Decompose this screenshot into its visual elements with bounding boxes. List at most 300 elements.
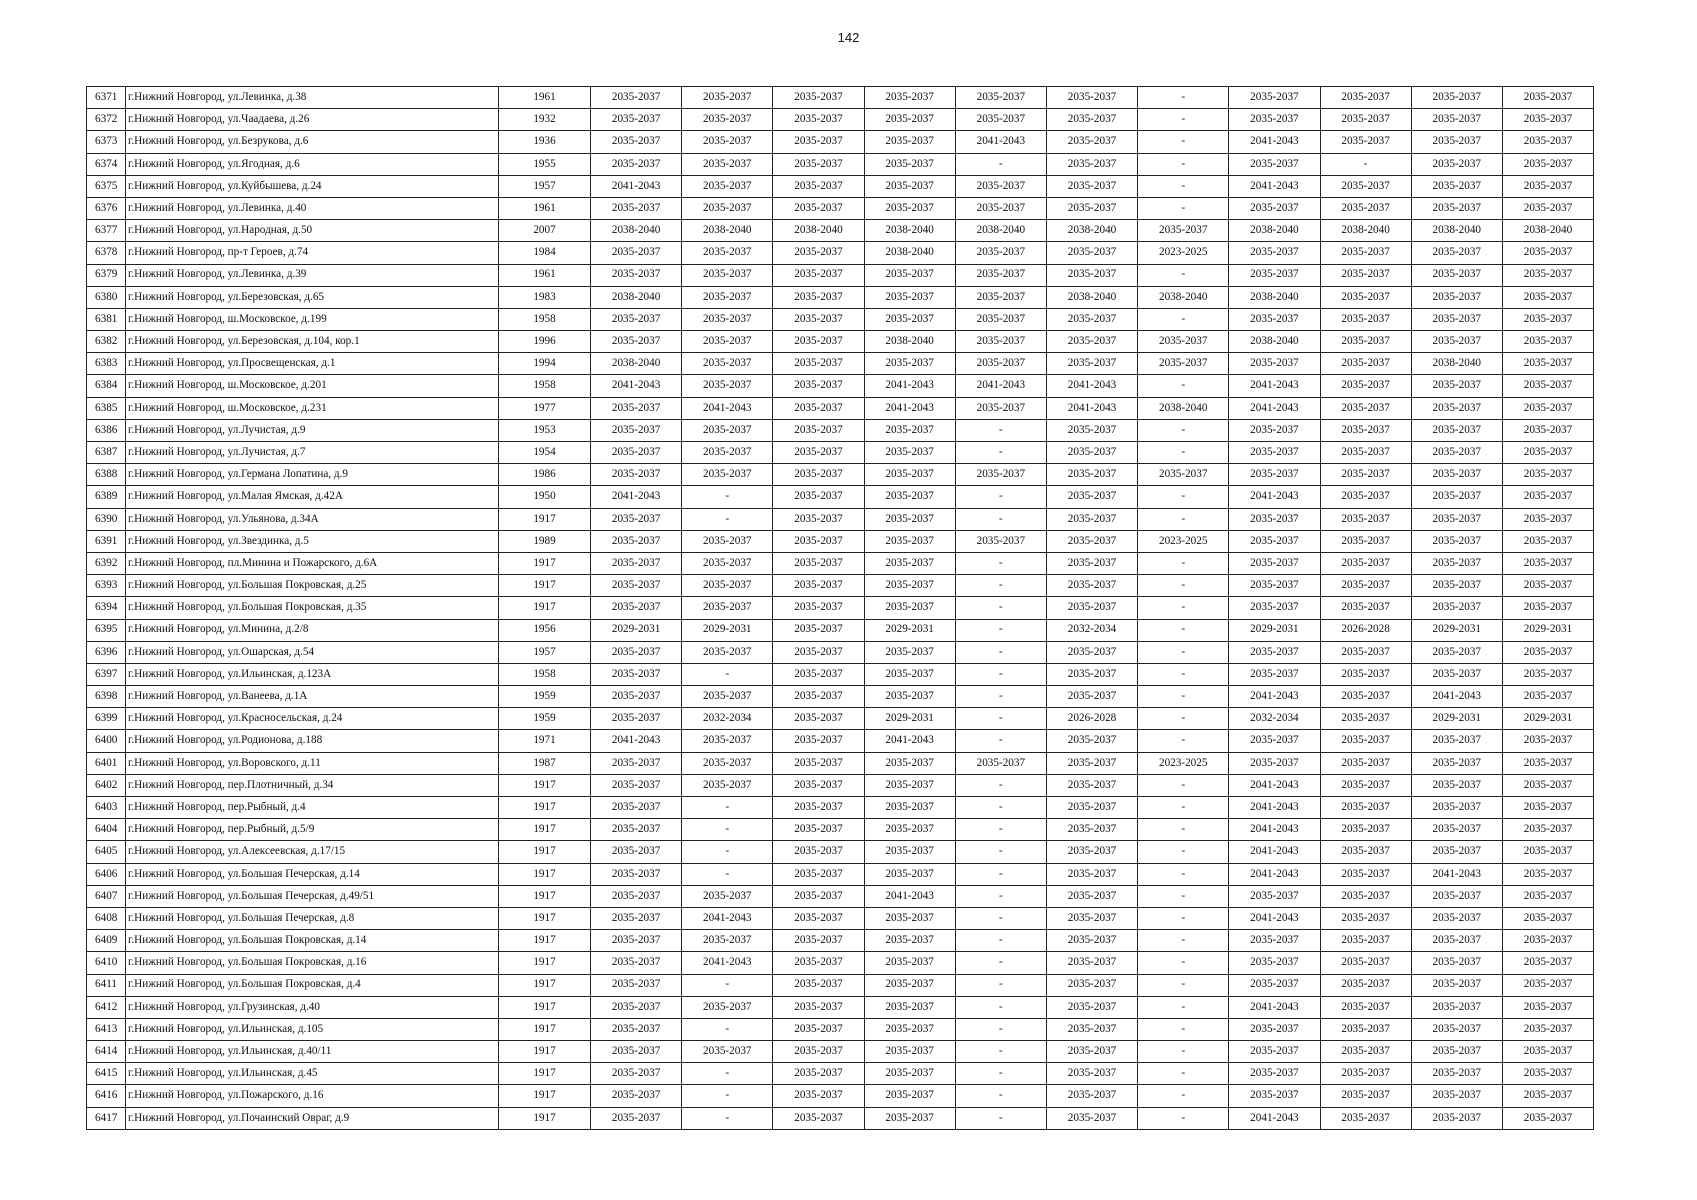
term-5-cell: - bbox=[955, 1107, 1046, 1129]
address-cell: г.Нижний Новгород, ул.Чаадаева, д.26 bbox=[126, 109, 499, 131]
term-6-cell: 2035-2037 bbox=[1046, 996, 1137, 1018]
address-cell: г.Нижний Новгород, ул.Ильинская, д.45 bbox=[126, 1063, 499, 1085]
term-5-cell: 2035-2037 bbox=[955, 308, 1046, 330]
term-3-cell: 2035-2037 bbox=[773, 619, 864, 641]
term-3-cell: 2035-2037 bbox=[773, 353, 864, 375]
term-5-cell: - bbox=[955, 885, 1046, 907]
term-9-cell: 2026-2028 bbox=[1320, 619, 1411, 641]
term-6-cell: 2035-2037 bbox=[1046, 885, 1137, 907]
term-1-cell: 2035-2037 bbox=[591, 575, 682, 597]
term-3-cell: 2035-2037 bbox=[773, 1063, 864, 1085]
construction-year-cell: 1955 bbox=[499, 153, 591, 175]
term-4-cell: 2035-2037 bbox=[864, 819, 955, 841]
term-4-cell: 2035-2037 bbox=[864, 264, 955, 286]
term-4-cell: 2035-2037 bbox=[864, 686, 955, 708]
term-10-cell: 2035-2037 bbox=[1411, 1041, 1502, 1063]
term-6-cell: 2035-2037 bbox=[1046, 752, 1137, 774]
term-7-cell: - bbox=[1138, 264, 1229, 286]
term-2-cell: 2035-2037 bbox=[682, 242, 773, 264]
term-3-cell: 2035-2037 bbox=[773, 397, 864, 419]
term-8-cell: 2035-2037 bbox=[1229, 442, 1320, 464]
construction-year-cell: 1917 bbox=[499, 996, 591, 1018]
term-1-cell: 2035-2037 bbox=[591, 996, 682, 1018]
term-3-cell: 2035-2037 bbox=[773, 197, 864, 219]
term-4-cell: 2035-2037 bbox=[864, 752, 955, 774]
row-number-cell: 6411 bbox=[87, 974, 126, 996]
term-7-cell: - bbox=[1138, 575, 1229, 597]
term-5-cell: 2035-2037 bbox=[955, 353, 1046, 375]
term-3-cell: 2035-2037 bbox=[773, 153, 864, 175]
term-3-cell: 2035-2037 bbox=[773, 464, 864, 486]
term-3-cell: 2035-2037 bbox=[773, 686, 864, 708]
term-8-cell: 2035-2037 bbox=[1229, 353, 1320, 375]
table-row bbox=[87, 641, 1594, 663]
term-8-cell: 2035-2037 bbox=[1229, 1085, 1320, 1107]
term-5-cell: - bbox=[955, 797, 1046, 819]
term-8-cell: 2035-2037 bbox=[1229, 1018, 1320, 1040]
term-1-cell: 2038-2040 bbox=[591, 353, 682, 375]
term-3-cell: 2035-2037 bbox=[773, 797, 864, 819]
term-3-cell: 2035-2037 bbox=[773, 1041, 864, 1063]
term-9-cell: 2035-2037 bbox=[1320, 375, 1411, 397]
term-1-cell: 2035-2037 bbox=[591, 419, 682, 441]
term-8-cell: 2041-2043 bbox=[1229, 486, 1320, 508]
table-row bbox=[87, 419, 1594, 441]
row-number-cell: 6389 bbox=[87, 486, 126, 508]
term-9-cell: 2035-2037 bbox=[1320, 974, 1411, 996]
construction-year-cell: 1957 bbox=[499, 641, 591, 663]
term-1-cell: 2035-2037 bbox=[591, 442, 682, 464]
term-4-cell: 2041-2043 bbox=[864, 375, 955, 397]
term-1-cell: 2035-2037 bbox=[591, 974, 682, 996]
term-5-cell: 2035-2037 bbox=[955, 109, 1046, 131]
address-cell: г.Нижний Новгород, пер.Рыбный, д.5/9 bbox=[126, 819, 499, 841]
term-8-cell: 2041-2043 bbox=[1229, 996, 1320, 1018]
term-2-cell: 2032-2034 bbox=[682, 708, 773, 730]
term-9-cell: 2035-2037 bbox=[1320, 87, 1411, 109]
term-2-cell: 2035-2037 bbox=[682, 597, 773, 619]
term-10-cell: 2035-2037 bbox=[1411, 797, 1502, 819]
term-2-cell: 2035-2037 bbox=[682, 419, 773, 441]
address-cell: г.Нижний Новгород, ш.Московское, д.199 bbox=[126, 308, 499, 330]
term-8-cell: 2035-2037 bbox=[1229, 153, 1320, 175]
term-1-cell: 2041-2043 bbox=[591, 175, 682, 197]
row-number-cell: 6386 bbox=[87, 419, 126, 441]
term-9-cell: 2038-2040 bbox=[1320, 220, 1411, 242]
table-row bbox=[87, 397, 1594, 419]
table-row bbox=[87, 331, 1594, 353]
term-11-cell: 2035-2037 bbox=[1502, 885, 1593, 907]
construction-year-cell: 1953 bbox=[499, 419, 591, 441]
term-11-cell: 2035-2037 bbox=[1502, 175, 1593, 197]
term-6-cell: 2035-2037 bbox=[1046, 819, 1137, 841]
term-9-cell: 2035-2037 bbox=[1320, 419, 1411, 441]
term-7-cell: - bbox=[1138, 419, 1229, 441]
term-6-cell: 2035-2037 bbox=[1046, 109, 1137, 131]
term-1-cell: 2035-2037 bbox=[591, 663, 682, 685]
term-9-cell: 2035-2037 bbox=[1320, 819, 1411, 841]
term-4-cell: 2029-2031 bbox=[864, 619, 955, 641]
construction-year-cell: 1917 bbox=[499, 1041, 591, 1063]
term-2-cell: 2035-2037 bbox=[682, 686, 773, 708]
term-3-cell: 2035-2037 bbox=[773, 286, 864, 308]
term-10-cell: 2035-2037 bbox=[1411, 841, 1502, 863]
term-4-cell: 2035-2037 bbox=[864, 1107, 955, 1129]
term-5-cell: - bbox=[955, 1063, 1046, 1085]
table-row bbox=[87, 464, 1594, 486]
term-11-cell: 2035-2037 bbox=[1502, 1063, 1593, 1085]
address-cell: г.Нижний Новгород, ул.Германа Лопатина, д.9 bbox=[126, 464, 499, 486]
term-9-cell: 2035-2037 bbox=[1320, 641, 1411, 663]
term-1-cell: 2035-2037 bbox=[591, 508, 682, 530]
term-4-cell: 2035-2037 bbox=[864, 996, 955, 1018]
row-number-cell: 6374 bbox=[87, 153, 126, 175]
term-3-cell: 2038-2040 bbox=[773, 220, 864, 242]
term-10-cell: 2041-2043 bbox=[1411, 863, 1502, 885]
term-9-cell: 2035-2037 bbox=[1320, 197, 1411, 219]
term-4-cell: 2038-2040 bbox=[864, 242, 955, 264]
construction-year-cell: 1994 bbox=[499, 353, 591, 375]
term-4-cell: 2035-2037 bbox=[864, 575, 955, 597]
term-6-cell: 2035-2037 bbox=[1046, 242, 1137, 264]
construction-year-cell: 1917 bbox=[499, 907, 591, 929]
address-cell: г.Нижний Новгород, ул.Лучистая, д.7 bbox=[126, 442, 499, 464]
term-6-cell: 2035-2037 bbox=[1046, 508, 1137, 530]
term-10-cell: 2035-2037 bbox=[1411, 575, 1502, 597]
row-number-cell: 6381 bbox=[87, 308, 126, 330]
table-row bbox=[87, 996, 1594, 1018]
term-7-cell: - bbox=[1138, 175, 1229, 197]
term-9-cell: 2035-2037 bbox=[1320, 730, 1411, 752]
term-7-cell: - bbox=[1138, 597, 1229, 619]
term-7-cell: - bbox=[1138, 131, 1229, 153]
term-2-cell: 2035-2037 bbox=[682, 109, 773, 131]
term-10-cell: 2038-2040 bbox=[1411, 220, 1502, 242]
term-9-cell: 2035-2037 bbox=[1320, 1041, 1411, 1063]
address-cell: г.Нижний Новгород, ул.Пожарского, д.16 bbox=[126, 1085, 499, 1107]
term-7-cell: - bbox=[1138, 996, 1229, 1018]
address-cell: г.Нижний Новгород, ул.Большая Покровская, д.35 bbox=[126, 597, 499, 619]
term-9-cell: 2035-2037 bbox=[1320, 686, 1411, 708]
term-5-cell: 2035-2037 bbox=[955, 397, 1046, 419]
term-1-cell: 2035-2037 bbox=[591, 597, 682, 619]
term-10-cell: 2035-2037 bbox=[1411, 486, 1502, 508]
term-1-cell: 2035-2037 bbox=[591, 331, 682, 353]
term-6-cell: 2041-2043 bbox=[1046, 375, 1137, 397]
term-9-cell: - bbox=[1320, 153, 1411, 175]
term-3-cell: 2035-2037 bbox=[773, 442, 864, 464]
term-2-cell: 2035-2037 bbox=[682, 930, 773, 952]
term-5-cell: 2035-2037 bbox=[955, 752, 1046, 774]
term-5-cell: - bbox=[955, 907, 1046, 929]
term-2-cell: 2041-2043 bbox=[682, 397, 773, 419]
term-7-cell: - bbox=[1138, 863, 1229, 885]
construction-year-cell: 1932 bbox=[499, 109, 591, 131]
term-8-cell: 2035-2037 bbox=[1229, 419, 1320, 441]
term-7-cell: - bbox=[1138, 708, 1229, 730]
term-6-cell: 2035-2037 bbox=[1046, 797, 1137, 819]
term-1-cell: 2035-2037 bbox=[591, 752, 682, 774]
term-5-cell: - bbox=[955, 153, 1046, 175]
term-5-cell: 2035-2037 bbox=[955, 87, 1046, 109]
term-10-cell: 2035-2037 bbox=[1411, 197, 1502, 219]
term-7-cell: - bbox=[1138, 87, 1229, 109]
address-cell: г.Нижний Новгород, ул.Ошарская, д.54 bbox=[126, 641, 499, 663]
term-2-cell: 2035-2037 bbox=[682, 175, 773, 197]
construction-year-cell: 1959 bbox=[499, 708, 591, 730]
construction-year-cell: 1983 bbox=[499, 286, 591, 308]
term-10-cell: 2035-2037 bbox=[1411, 109, 1502, 131]
term-10-cell: 2029-2031 bbox=[1411, 619, 1502, 641]
term-9-cell: 2035-2037 bbox=[1320, 442, 1411, 464]
term-9-cell: 2035-2037 bbox=[1320, 597, 1411, 619]
term-8-cell: 2041-2043 bbox=[1229, 907, 1320, 929]
term-5-cell: 2041-2043 bbox=[955, 131, 1046, 153]
construction-year-cell: 1959 bbox=[499, 686, 591, 708]
term-1-cell: 2035-2037 bbox=[591, 797, 682, 819]
table-row bbox=[87, 175, 1594, 197]
term-10-cell: 2038-2040 bbox=[1411, 353, 1502, 375]
row-number-cell: 6416 bbox=[87, 1085, 126, 1107]
term-10-cell: 2035-2037 bbox=[1411, 508, 1502, 530]
address-cell: г.Нижний Новгород, ул.Куйбышева, д.24 bbox=[126, 175, 499, 197]
address-cell: г.Нижний Новгород, ул.Березовская, д.104, кор.1 bbox=[126, 331, 499, 353]
term-4-cell: 2035-2037 bbox=[864, 663, 955, 685]
term-2-cell: 2035-2037 bbox=[682, 641, 773, 663]
term-4-cell: 2035-2037 bbox=[864, 930, 955, 952]
term-2-cell: 2035-2037 bbox=[682, 264, 773, 286]
construction-year-cell: 1954 bbox=[499, 442, 591, 464]
term-4-cell: 2035-2037 bbox=[864, 1085, 955, 1107]
term-11-cell: 2035-2037 bbox=[1502, 575, 1593, 597]
table-row bbox=[87, 508, 1594, 530]
term-5-cell: - bbox=[955, 419, 1046, 441]
row-number-cell: 6414 bbox=[87, 1041, 126, 1063]
address-cell: г.Нижний Новгород, ул.Большая Покровская, д.4 bbox=[126, 974, 499, 996]
row-number-cell: 6405 bbox=[87, 841, 126, 863]
term-11-cell: 2029-2031 bbox=[1502, 708, 1593, 730]
term-1-cell: 2035-2037 bbox=[591, 552, 682, 574]
term-10-cell: 2035-2037 bbox=[1411, 730, 1502, 752]
row-number-cell: 6385 bbox=[87, 397, 126, 419]
address-cell: г.Нижний Новгород, пл.Минина и Пожарского, д.6А bbox=[126, 552, 499, 574]
address-cell: г.Нижний Новгород, ул.Минина, д.2/8 bbox=[126, 619, 499, 641]
term-4-cell: 2041-2043 bbox=[864, 885, 955, 907]
row-number-cell: 6388 bbox=[87, 464, 126, 486]
construction-year-cell: 1977 bbox=[499, 397, 591, 419]
term-6-cell: 2035-2037 bbox=[1046, 353, 1137, 375]
address-cell: г.Нижний Новгород, пр-т Героев, д.74 bbox=[126, 242, 499, 264]
term-11-cell: 2035-2037 bbox=[1502, 1107, 1593, 1129]
term-11-cell: 2035-2037 bbox=[1502, 907, 1593, 929]
term-9-cell: 2035-2037 bbox=[1320, 885, 1411, 907]
term-8-cell: 2035-2037 bbox=[1229, 197, 1320, 219]
term-3-cell: 2035-2037 bbox=[773, 575, 864, 597]
term-11-cell: 2035-2037 bbox=[1502, 974, 1593, 996]
term-3-cell: 2035-2037 bbox=[773, 87, 864, 109]
term-3-cell: 2035-2037 bbox=[773, 1085, 864, 1107]
table-row bbox=[87, 442, 1594, 464]
term-2-cell: 2035-2037 bbox=[682, 752, 773, 774]
table-row bbox=[87, 242, 1594, 264]
term-9-cell: 2035-2037 bbox=[1320, 930, 1411, 952]
row-number-cell: 6400 bbox=[87, 730, 126, 752]
term-2-cell: 2038-2040 bbox=[682, 220, 773, 242]
term-5-cell: - bbox=[955, 1085, 1046, 1107]
term-9-cell: 2035-2037 bbox=[1320, 109, 1411, 131]
term-10-cell: 2035-2037 bbox=[1411, 419, 1502, 441]
table-row bbox=[87, 575, 1594, 597]
term-9-cell: 2035-2037 bbox=[1320, 952, 1411, 974]
term-7-cell: - bbox=[1138, 974, 1229, 996]
term-8-cell: 2035-2037 bbox=[1229, 597, 1320, 619]
term-6-cell: 2026-2028 bbox=[1046, 708, 1137, 730]
term-8-cell: 2035-2037 bbox=[1229, 530, 1320, 552]
term-8-cell: 2035-2037 bbox=[1229, 242, 1320, 264]
term-7-cell: - bbox=[1138, 197, 1229, 219]
term-3-cell: 2035-2037 bbox=[773, 996, 864, 1018]
term-2-cell: - bbox=[682, 841, 773, 863]
term-5-cell: 2035-2037 bbox=[955, 286, 1046, 308]
row-number-cell: 6403 bbox=[87, 797, 126, 819]
table-row bbox=[87, 1107, 1594, 1129]
table-row bbox=[87, 907, 1594, 929]
term-11-cell: 2035-2037 bbox=[1502, 264, 1593, 286]
term-2-cell: 2035-2037 bbox=[682, 730, 773, 752]
row-number-cell: 6393 bbox=[87, 575, 126, 597]
term-4-cell: 2038-2040 bbox=[864, 220, 955, 242]
term-9-cell: 2035-2037 bbox=[1320, 663, 1411, 685]
term-3-cell: 2035-2037 bbox=[773, 331, 864, 353]
term-8-cell: 2035-2037 bbox=[1229, 1063, 1320, 1085]
address-cell: г.Нижний Новгород, ул.Большая Покровская, д.14 bbox=[126, 930, 499, 952]
term-4-cell: 2035-2037 bbox=[864, 1063, 955, 1085]
construction-year-cell: 1917 bbox=[499, 597, 591, 619]
term-11-cell: 2035-2037 bbox=[1502, 597, 1593, 619]
term-2-cell: 2035-2037 bbox=[682, 87, 773, 109]
term-7-cell: 2035-2037 bbox=[1138, 464, 1229, 486]
construction-year-cell: 1957 bbox=[499, 175, 591, 197]
construction-year-cell: 1917 bbox=[499, 819, 591, 841]
row-number-cell: 6384 bbox=[87, 375, 126, 397]
term-2-cell: 2035-2037 bbox=[682, 1041, 773, 1063]
table-row bbox=[87, 375, 1594, 397]
term-1-cell: 2035-2037 bbox=[591, 264, 682, 286]
term-3-cell: 2035-2037 bbox=[773, 974, 864, 996]
address-cell: г.Нижний Новгород, ул.Ванеева, д.1А bbox=[126, 686, 499, 708]
term-7-cell: - bbox=[1138, 841, 1229, 863]
address-cell: г.Нижний Новгород, ул.Левинка, д.40 bbox=[126, 197, 499, 219]
term-4-cell: 2038-2040 bbox=[864, 331, 955, 353]
table-row bbox=[87, 1063, 1594, 1085]
table-row bbox=[87, 752, 1594, 774]
term-7-cell: - bbox=[1138, 1041, 1229, 1063]
term-6-cell: 2035-2037 bbox=[1046, 663, 1137, 685]
construction-year-cell: 1989 bbox=[499, 530, 591, 552]
term-11-cell: 2035-2037 bbox=[1502, 730, 1593, 752]
term-5-cell: 2035-2037 bbox=[955, 197, 1046, 219]
row-number-cell: 6392 bbox=[87, 552, 126, 574]
term-5-cell: - bbox=[955, 486, 1046, 508]
term-10-cell: 2035-2037 bbox=[1411, 397, 1502, 419]
address-cell: г.Нижний Новгород, ул.Звездинка, д.5 bbox=[126, 530, 499, 552]
address-cell: г.Нижний Новгород, ул.Просвещенская, д.1 bbox=[126, 353, 499, 375]
term-3-cell: 2035-2037 bbox=[773, 264, 864, 286]
term-6-cell: 2035-2037 bbox=[1046, 175, 1137, 197]
term-11-cell: 2035-2037 bbox=[1502, 397, 1593, 419]
term-11-cell: 2035-2037 bbox=[1502, 442, 1593, 464]
term-10-cell: 2035-2037 bbox=[1411, 996, 1502, 1018]
address-cell: г.Нижний Новгород, ул.Левинка, д.39 bbox=[126, 264, 499, 286]
term-6-cell: 2035-2037 bbox=[1046, 597, 1137, 619]
table-row bbox=[87, 730, 1594, 752]
address-cell: г.Нижний Новгород, ул.Народная, д.50 bbox=[126, 220, 499, 242]
term-1-cell: 2035-2037 bbox=[591, 397, 682, 419]
row-number-cell: 6406 bbox=[87, 863, 126, 885]
term-1-cell: 2035-2037 bbox=[591, 885, 682, 907]
row-number-cell: 6396 bbox=[87, 641, 126, 663]
term-11-cell: 2035-2037 bbox=[1502, 686, 1593, 708]
term-9-cell: 2035-2037 bbox=[1320, 264, 1411, 286]
term-2-cell: - bbox=[682, 974, 773, 996]
row-number-cell: 6387 bbox=[87, 442, 126, 464]
construction-year-cell: 1917 bbox=[499, 952, 591, 974]
table-row bbox=[87, 974, 1594, 996]
term-8-cell: 2035-2037 bbox=[1229, 552, 1320, 574]
term-10-cell: 2035-2037 bbox=[1411, 1018, 1502, 1040]
term-6-cell: 2035-2037 bbox=[1046, 419, 1137, 441]
term-1-cell: 2035-2037 bbox=[591, 863, 682, 885]
term-4-cell: 2035-2037 bbox=[864, 597, 955, 619]
term-5-cell: - bbox=[955, 508, 1046, 530]
term-3-cell: 2035-2037 bbox=[773, 907, 864, 929]
term-8-cell: 2035-2037 bbox=[1229, 663, 1320, 685]
term-11-cell: 2035-2037 bbox=[1502, 952, 1593, 974]
term-7-cell: - bbox=[1138, 1063, 1229, 1085]
term-11-cell: 2035-2037 bbox=[1502, 464, 1593, 486]
construction-year-cell: 1917 bbox=[499, 930, 591, 952]
term-1-cell: 2035-2037 bbox=[591, 109, 682, 131]
term-11-cell: 2035-2037 bbox=[1502, 375, 1593, 397]
term-5-cell: - bbox=[955, 442, 1046, 464]
term-3-cell: 2035-2037 bbox=[773, 375, 864, 397]
repair-schedule-table bbox=[86, 86, 1594, 1130]
table-row bbox=[87, 153, 1594, 175]
address-cell: г.Нижний Новгород, пер.Рыбный, д.4 bbox=[126, 797, 499, 819]
term-3-cell: 2035-2037 bbox=[773, 419, 864, 441]
address-cell: г.Нижний Новгород, ш.Московское, д.201 bbox=[126, 375, 499, 397]
term-3-cell: 2035-2037 bbox=[773, 863, 864, 885]
term-2-cell: - bbox=[682, 797, 773, 819]
term-2-cell: 2035-2037 bbox=[682, 575, 773, 597]
term-1-cell: 2041-2043 bbox=[591, 486, 682, 508]
term-7-cell: - bbox=[1138, 952, 1229, 974]
term-3-cell: 2035-2037 bbox=[773, 242, 864, 264]
table-row bbox=[87, 530, 1594, 552]
address-cell: г.Нижний Новгород, ул.Ильинская, д.40/11 bbox=[126, 1041, 499, 1063]
term-6-cell: 2035-2037 bbox=[1046, 552, 1137, 574]
address-cell: г.Нижний Новгород, ул.Ильинская, д.123А bbox=[126, 663, 499, 685]
term-7-cell: - bbox=[1138, 153, 1229, 175]
term-2-cell: - bbox=[682, 819, 773, 841]
row-number-cell: 6399 bbox=[87, 708, 126, 730]
term-5-cell: - bbox=[955, 575, 1046, 597]
term-6-cell: 2035-2037 bbox=[1046, 930, 1137, 952]
row-number-cell: 6415 bbox=[87, 1063, 126, 1085]
term-9-cell: 2035-2037 bbox=[1320, 996, 1411, 1018]
term-6-cell: 2035-2037 bbox=[1046, 841, 1137, 863]
term-1-cell: 2035-2037 bbox=[591, 308, 682, 330]
